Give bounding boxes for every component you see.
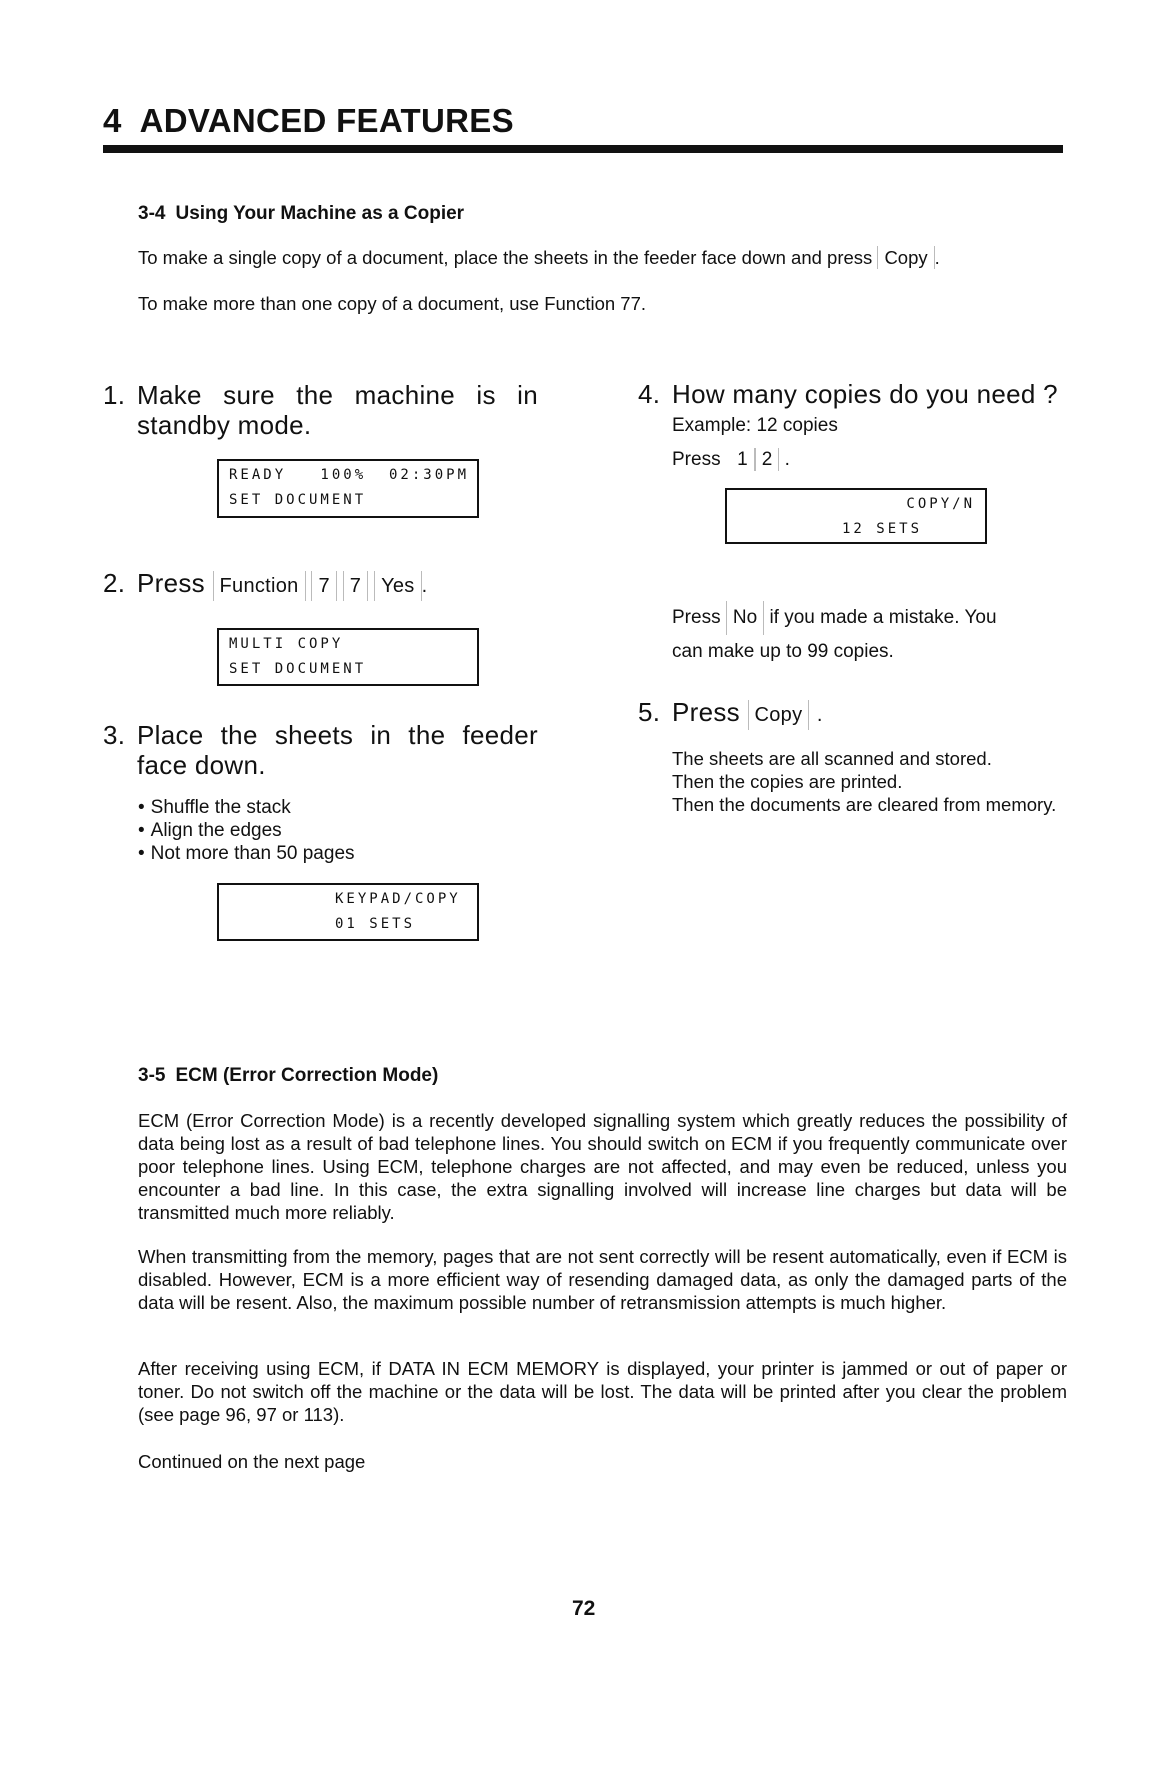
chapter-rule (103, 145, 1063, 153)
ecm-paragraph-1: ECM (Error Correction Mode) is a recently developed signalling system which greatly reduces the possibility of data being lost as a result of bad telephone lines. You should switch on ECM if you frequently communicate over poor telephone lines. Using ECM, telephone charges are not affected, and may even be reduced, unless you encounter a bad line. In this case, the extra signalling involved will increase line charges but data will be transmitted much more reliably. (138, 1110, 1067, 1223)
step-3 (103, 720, 538, 780)
step-1-number: 1. (103, 380, 126, 410)
copy-key-step5: Copy (748, 700, 810, 730)
step-4-example: Example: 12 copies (672, 415, 838, 436)
chapter-title: ADVANCED FEATURES (139, 102, 514, 139)
intro-paragraph-1 (138, 246, 940, 269)
section-3-5-heading (138, 1065, 438, 1087)
intro1-suffix: . (934, 247, 940, 268)
step-5-description (672, 747, 1069, 816)
yes-key: Yes (374, 571, 422, 601)
seven-key-2: 7 (343, 571, 368, 601)
section-number: 3-4 (138, 203, 166, 224)
step-4-note (672, 601, 1062, 669)
bullet-item: • Shuffle the stack (138, 796, 355, 819)
lcd-row-2: 01 SETS (335, 916, 416, 932)
note-text: if you made a mistake. You (769, 607, 997, 628)
step-1-line2: standby mode. (137, 410, 312, 440)
lcd-row-1: READY 100% 02:30PM (229, 467, 470, 483)
step-2-suffix: . (421, 575, 428, 597)
step-4-press (672, 448, 790, 471)
lcd-row-1: COPY/N (906, 496, 975, 512)
chapter-heading (103, 102, 514, 140)
step-4 (638, 379, 1058, 409)
two-key: 2 (755, 448, 780, 471)
copy-key: Copy (877, 246, 934, 269)
intro1-text: To make a single copy of a document, place the sheets in the feeder face down and press (138, 247, 873, 268)
page-number: 72 (572, 1597, 596, 1620)
intro-paragraph-2: To make more than one copy of a document, use Function 77. (138, 293, 647, 314)
step-3-line2: face down. (137, 750, 266, 780)
step-5 (638, 697, 823, 730)
step-5-suffix: . (816, 704, 823, 726)
step-1 (103, 380, 538, 440)
function-key: Function (213, 571, 306, 601)
continued-note: Continued on the next page (138, 1451, 366, 1472)
lcd-row-1: KEYPAD/COPY (335, 891, 461, 907)
ecm-paragraph-2: When transmitting from the memory, pages that are not sent correctly will be resent automatically, even if ECM is disabled. However, ECM is a more efficient way of resending damaged data, as only the damaged parts of the data will be resent. Also, the maximum possible number of retransmission attempts is much higher. (138, 1246, 1067, 1313)
chapter-number: 4 (103, 102, 122, 139)
lcd-display-copies (725, 488, 987, 544)
section-number: 3-5 (138, 1065, 166, 1086)
one-key: 1 (731, 448, 755, 471)
step-3-number: 3. (103, 720, 126, 750)
bullet-item: • Not more than 50 pages (138, 842, 355, 865)
no-key: No (726, 601, 764, 635)
step-2-number: 2. (103, 568, 126, 598)
section-title: ECM (Error Correction Mode) (175, 1065, 439, 1086)
step-3-line1: Place the sheets in the feeder (137, 720, 538, 750)
step-5-number: 5. (638, 697, 661, 727)
step-5-desc-1: The sheets are all scanned and stored. (672, 748, 992, 769)
ecm-paragraph-3: After receiving using ECM, if DATA IN ECM MEMORY is displayed, your printer is jammed or out of paper or toner. Do not switch off the machine or the data will be lost. The data will be printed after you clear the problem (see page 96, 97 or 113). (138, 1358, 1067, 1425)
lcd-row-2: SET DOCUMENT (229, 661, 367, 677)
step-1-line1: Make sure the machine is in (137, 380, 538, 410)
lcd-row-2: SET DOCUMENT (229, 492, 367, 508)
section-3-4-heading (138, 203, 464, 225)
press-label: Press (672, 449, 721, 470)
note-line-2: can make up to 99 copies. (672, 641, 894, 662)
section-title: Using Your Machine as a Copier (175, 203, 465, 224)
step-4-title: How many copies do you need ? (672, 379, 1058, 409)
lcd-row-2: 12 SETS (842, 521, 923, 537)
step-5-desc-3: Then the documents are cleared from memory. (672, 794, 1057, 815)
step-2-press: Press (137, 568, 205, 598)
lcd-display-multicopy (217, 628, 479, 686)
step-5-desc-2: Then the copies are printed. (672, 771, 903, 792)
step-4-number: 4. (638, 379, 661, 409)
lcd-display-standby (217, 459, 479, 518)
step-2 (103, 568, 427, 601)
step-3-bullets (138, 796, 355, 865)
note-press: Press (672, 607, 721, 628)
lcd-display-keypad-copy (217, 883, 479, 941)
seven-key-1: 7 (311, 571, 336, 601)
bullet-item: • Align the edges (138, 819, 355, 842)
step-5-press: Press (672, 697, 740, 727)
lcd-row-1: MULTI COPY (229, 636, 344, 652)
press-suffix: . (784, 449, 790, 470)
